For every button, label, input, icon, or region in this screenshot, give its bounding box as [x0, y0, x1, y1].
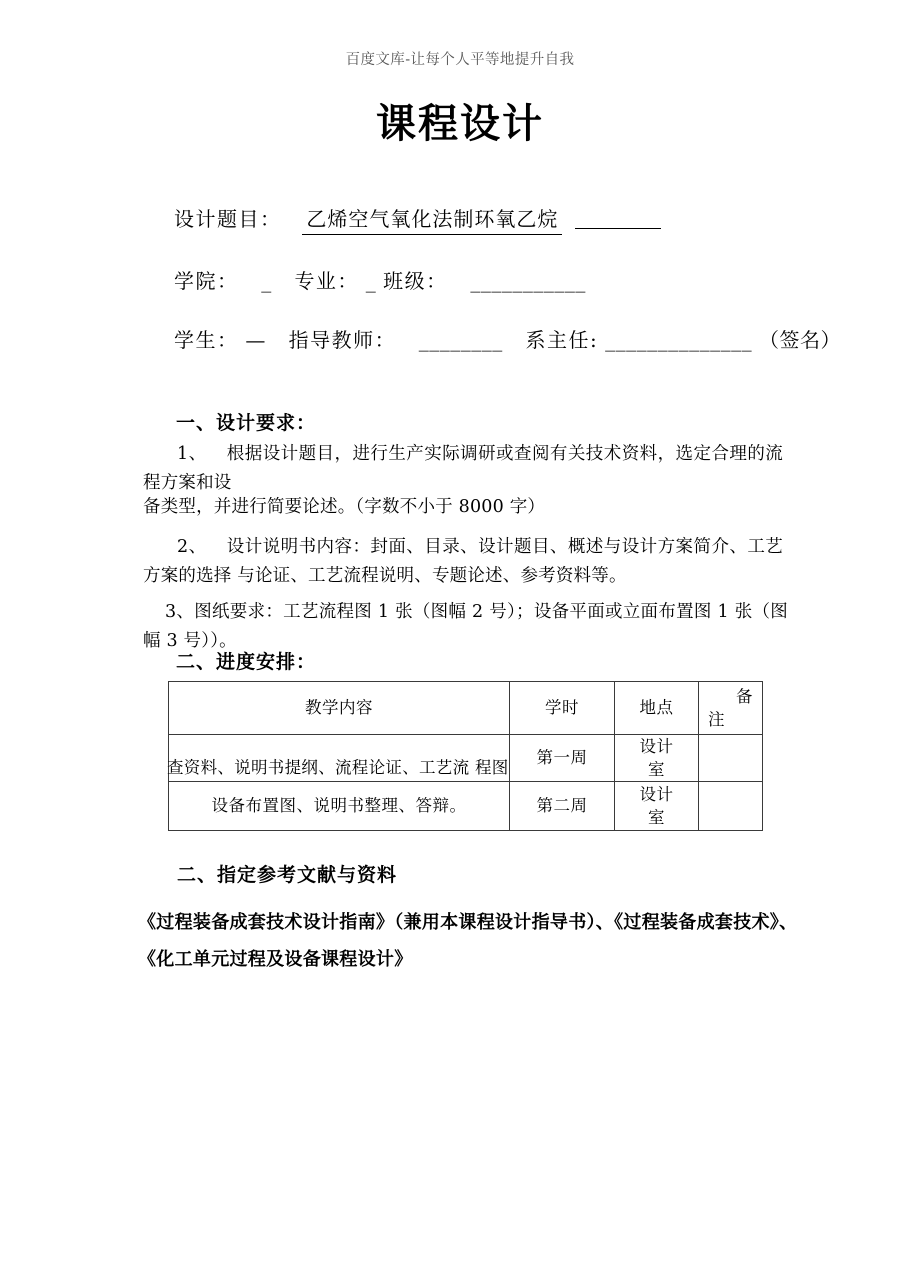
table-cell-content-text: 查资料、说明书提纲、流程论证、工艺流 程图 — [167, 758, 509, 777]
table-cell-remark — [699, 782, 763, 831]
page-watermark-header: 百度文库-让每个人平等地提升自我 — [345, 52, 575, 68]
table-header-row — [169, 682, 763, 735]
class-blank: ___________ — [470, 269, 586, 293]
topic-value: 乙烯空气氧化法制环氧乙烷 — [302, 206, 562, 235]
table-cell-place-line1: 设计 — [639, 737, 674, 756]
table-header-hours: 学时 — [510, 682, 615, 735]
signature-note: （签名） — [758, 328, 841, 352]
school-label: 学院： — [174, 269, 239, 293]
reference-line-2: 《化工单元过程及设备课程设计》 — [138, 949, 413, 970]
requirement-item-2 — [143, 533, 783, 591]
major-label: 专业： — [294, 269, 359, 293]
school-blank: _ — [261, 269, 272, 293]
class-label: 班级： — [383, 269, 448, 293]
table-row — [169, 735, 763, 782]
heading-schedule: 二、进度安排： — [176, 651, 317, 673]
table-header-place: 地点 — [615, 682, 699, 735]
table-cell-hours: 第一周 — [510, 735, 615, 782]
table-row — [169, 782, 763, 831]
director-label: 系主任: — [525, 328, 599, 352]
requirement-item-1-number: 1、 — [177, 444, 207, 464]
major-blank: _ — [365, 269, 377, 293]
form-row-topic — [174, 206, 874, 235]
director-blank: ______________ — [605, 328, 753, 352]
reference-line-1: 《过程装备成套技术设计指南》（兼用本课程设计指导书）、《过程装备成套技术》、 — [138, 912, 798, 933]
table-cell-content: 设备布置图、说明书整理、答辩。 — [169, 782, 510, 831]
requirement-item-1-text: 根据设计题目，进行生产实际调研或查阅有关技术资料，选定合理的流程方案和设 — [143, 444, 783, 493]
requirement-item-2-text: 设计说明书内容：封面、目录、设计题目、概述与设计方案简介、工艺方案的选择 与论证、工艺流程说明、专题论述、参考资料等。 — [143, 537, 783, 586]
table-cell-place — [615, 735, 699, 782]
form-row-people — [174, 327, 874, 353]
requirement-item-1 — [143, 440, 783, 498]
requirement-item-2-number: 2、 — [177, 537, 207, 557]
requirement-item-3-text: 3、图纸要求：工艺流程图 1 张（图幅 2 号）；设备平面或立面布置图 1 张（图幅 3 号））。 — [143, 602, 788, 651]
table-header-content: 教学内容 — [169, 682, 510, 735]
table-cell-place-line1: 设计 — [639, 785, 674, 804]
schedule-table — [168, 681, 763, 831]
requirement-item-1-continued: 备类型，并进行简要论述。（字数不小于 8000 字） — [143, 497, 546, 517]
table-cell-place-line2: 室 — [648, 808, 665, 827]
topic-label: 设计题目： — [174, 207, 282, 231]
table-cell-place — [615, 782, 699, 831]
topic-blank-underline — [575, 210, 661, 229]
student-blank: — — [245, 328, 266, 352]
cover-form-block — [174, 206, 874, 386]
heading-design-requirements: 一、设计要求： — [176, 412, 317, 434]
table-cell-hours: 第二周 — [510, 782, 615, 831]
table-cell-remark — [699, 735, 763, 782]
advisor-label: 指导教师： — [288, 328, 397, 352]
schedule-table-wrapper — [168, 681, 758, 831]
table-header-remark-line2: 注 — [708, 710, 725, 729]
advisor-blank: ________ — [418, 328, 503, 352]
student-label: 学生： — [174, 328, 239, 352]
table-cell-content — [169, 735, 510, 782]
form-row-school — [174, 268, 874, 294]
heading-references: 二、指定参考文献与资料 — [177, 864, 398, 886]
table-cell-place-line2: 室 — [648, 760, 665, 779]
page-title: 课程设计 — [376, 101, 544, 147]
table-header-remark-line1: 备 — [736, 687, 753, 706]
table-header-remark — [699, 682, 763, 735]
